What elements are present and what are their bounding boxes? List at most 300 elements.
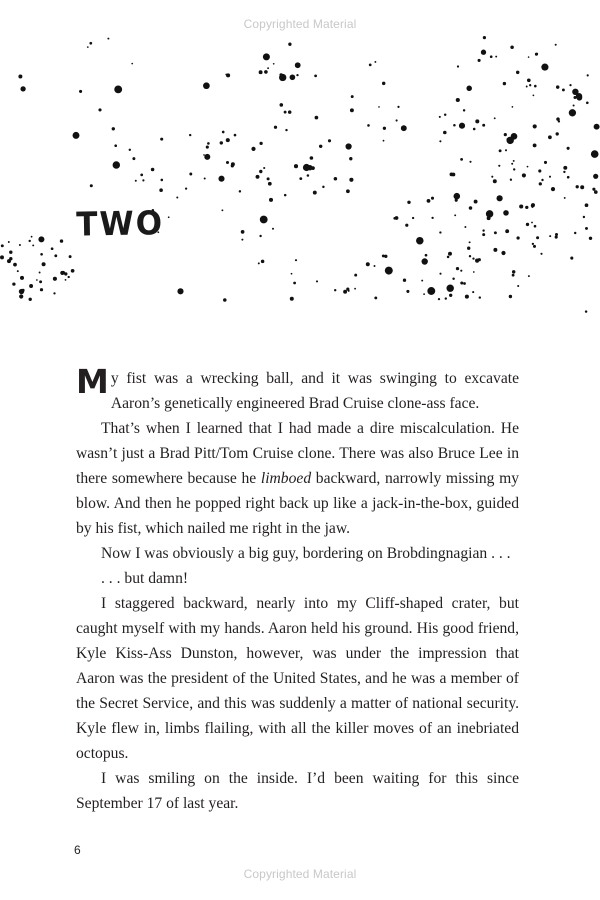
- star-dot: [513, 160, 515, 162]
- star-dot: [220, 141, 223, 144]
- star-dot: [459, 123, 465, 129]
- star-dot: [349, 178, 353, 182]
- star-dot: [444, 114, 446, 116]
- star-dot: [528, 56, 530, 58]
- star-dot: [460, 270, 462, 272]
- star-dot: [296, 74, 298, 76]
- star-dot: [466, 86, 472, 92]
- star-dot: [533, 95, 535, 97]
- star-dot: [343, 290, 347, 294]
- star-dot: [22, 289, 25, 292]
- star-dot: [454, 214, 456, 216]
- star-dot: [527, 166, 529, 168]
- star-dot: [452, 278, 454, 280]
- star-dot: [463, 109, 465, 111]
- star-dot: [346, 288, 349, 291]
- star-dot: [203, 82, 210, 89]
- star-dot: [65, 279, 67, 281]
- star-dot: [176, 196, 178, 198]
- star-dot: [570, 257, 573, 260]
- star-dot: [132, 157, 135, 160]
- star-dot: [0, 255, 4, 259]
- star-dot: [593, 174, 598, 179]
- star-dot: [439, 273, 441, 275]
- star-dot: [594, 124, 600, 130]
- star-dot: [241, 230, 245, 234]
- star-dot: [87, 46, 89, 48]
- star-dot: [401, 125, 407, 131]
- star-dot: [594, 190, 598, 194]
- star-dot: [288, 43, 291, 46]
- star-dot: [20, 276, 24, 280]
- star-dot: [19, 294, 23, 298]
- star-dot: [60, 271, 64, 275]
- star-dot: [591, 150, 599, 158]
- star-dot: [511, 163, 513, 165]
- star-dot: [314, 75, 317, 78]
- star-dot: [427, 287, 435, 295]
- star-dot: [472, 291, 474, 293]
- star-dot: [504, 133, 507, 136]
- star-dot: [140, 174, 143, 177]
- star-dot: [513, 168, 515, 170]
- star-dot: [541, 179, 543, 181]
- paragraph-2-emphasis: limboed: [260, 470, 312, 487]
- star-dot: [423, 293, 425, 295]
- star-dot: [114, 144, 117, 147]
- star-dot: [259, 235, 261, 237]
- star-dot: [397, 106, 399, 108]
- star-dot: [231, 162, 235, 166]
- star-dot: [79, 90, 82, 93]
- starfield-decoration: [0, 0, 600, 330]
- star-dot: [532, 243, 534, 245]
- star-dot: [469, 255, 471, 257]
- star-dot: [256, 175, 260, 179]
- star-dot: [69, 255, 72, 258]
- star-dot: [467, 247, 470, 250]
- paragraph-1: [76, 362, 519, 416]
- star-dot: [562, 88, 565, 91]
- star-dot: [207, 142, 210, 145]
- star-dot: [587, 74, 589, 76]
- star-dot: [345, 143, 351, 149]
- star-dot: [107, 38, 109, 40]
- star-dot: [225, 74, 227, 76]
- star-dot: [32, 244, 34, 246]
- star-dot: [517, 285, 519, 287]
- star-dot: [374, 265, 376, 267]
- star-dot: [204, 154, 210, 160]
- star-dot: [288, 110, 292, 114]
- star-dot: [294, 164, 298, 168]
- chapter-title: TWO: [76, 204, 165, 245]
- star-dot: [53, 277, 57, 281]
- star-dot: [516, 236, 519, 239]
- star-dot: [131, 63, 133, 65]
- star-dot: [313, 191, 317, 195]
- star-dot: [512, 274, 515, 277]
- star-dot: [431, 217, 433, 219]
- paragraph-2-text-after: backward, narrowly missing my blow. And then he popped right back up like a jack-in-the-box, guided by his fist, which nailed me right in the jaw.: [76, 470, 519, 537]
- star-dot: [505, 149, 507, 151]
- star-dot: [454, 193, 461, 200]
- star-dot: [448, 252, 452, 256]
- star-dot: [295, 62, 301, 68]
- star-dot: [443, 131, 447, 135]
- star-dot: [382, 82, 385, 85]
- star-dot: [450, 173, 454, 177]
- star-dot: [334, 289, 336, 291]
- star-dot: [446, 284, 453, 291]
- star-dot: [17, 270, 19, 272]
- star-dot: [39, 280, 42, 283]
- star-dot: [42, 262, 46, 266]
- star-dot: [285, 129, 287, 131]
- star-dot: [519, 204, 523, 208]
- copyright-watermark-top: Copyrighted Material: [243, 17, 357, 31]
- star-dot: [129, 149, 131, 151]
- star-dot: [412, 217, 414, 219]
- star-dot: [189, 173, 192, 176]
- copyright-watermark-bottom: Copyrighted Material: [243, 867, 357, 881]
- star-dot: [221, 209, 223, 211]
- star-dot: [395, 216, 399, 220]
- star-dot: [405, 224, 408, 227]
- star-dot: [241, 239, 243, 241]
- star-dot: [572, 89, 578, 95]
- star-dot: [328, 139, 331, 142]
- star-dot: [54, 254, 57, 257]
- star-dot: [19, 244, 21, 246]
- star-dot: [268, 182, 272, 186]
- star-dot: [548, 135, 552, 139]
- star-dot: [383, 127, 386, 130]
- star-dot: [538, 169, 541, 172]
- star-dot: [258, 262, 260, 264]
- star-dot: [60, 239, 63, 242]
- star-dot: [469, 241, 471, 243]
- star-dot: [226, 161, 229, 164]
- star-dot: [509, 295, 512, 298]
- star-dot: [269, 198, 273, 202]
- star-dot: [159, 188, 163, 192]
- star-dot: [354, 274, 357, 277]
- paragraph-4: . . . but damn!: [101, 570, 189, 587]
- star-dot: [555, 44, 557, 46]
- star-dot: [585, 227, 588, 230]
- star-dot: [573, 104, 575, 106]
- star-dot: [273, 63, 275, 65]
- star-dot: [39, 272, 41, 274]
- paragraph-2: [76, 416, 519, 541]
- star-dot: [427, 199, 431, 203]
- star-dot: [482, 124, 485, 127]
- star-dot: [510, 179, 512, 181]
- star-dot: [469, 161, 471, 163]
- star-dot: [533, 143, 537, 147]
- star-dot: [203, 154, 205, 156]
- star-dot: [260, 216, 268, 224]
- star-dot: [8, 241, 10, 243]
- star-dot: [293, 282, 296, 285]
- star-dot: [51, 247, 54, 250]
- star-dot: [460, 158, 463, 161]
- star-dot: [522, 173, 526, 177]
- star-dot: [569, 109, 576, 116]
- star-dot: [385, 267, 393, 275]
- star-dot: [586, 101, 589, 104]
- star-dot: [295, 259, 297, 261]
- star-dot: [555, 236, 558, 239]
- star-dot: [422, 258, 428, 264]
- star-dot: [68, 276, 70, 278]
- star-dot: [316, 280, 318, 282]
- star-dot: [264, 70, 268, 74]
- star-dot: [493, 179, 497, 183]
- star-dot: [505, 229, 509, 233]
- star-dot: [322, 186, 324, 188]
- star-dot: [369, 64, 372, 67]
- star-dot: [493, 248, 497, 252]
- star-dot: [535, 53, 538, 56]
- star-dot: [569, 84, 571, 86]
- star-dot: [512, 106, 514, 108]
- star-dot: [234, 134, 237, 137]
- star-dot: [315, 116, 319, 120]
- star-dot: [580, 185, 584, 189]
- star-dot: [40, 288, 43, 291]
- star-dot: [9, 250, 12, 253]
- star-dot: [18, 75, 22, 79]
- star-dot: [583, 216, 585, 218]
- star-dot: [239, 190, 241, 192]
- star-dot: [431, 197, 434, 200]
- star-dot: [378, 106, 380, 108]
- star-dot: [351, 95, 354, 98]
- star-dot: [585, 203, 589, 207]
- star-dot: [185, 187, 187, 189]
- paragraph-2-text-before: That’s when I learned that I had made a dire miscalculation. He wasn’t just a Brad Pitt/Tom Cruise clone. There was also Bruce Lee in there somewhere because he: [76, 420, 519, 487]
- star-dot: [482, 233, 485, 236]
- star-dot: [272, 228, 274, 230]
- page-number: 6: [74, 843, 81, 857]
- star-dot: [142, 179, 144, 181]
- star-dot: [533, 245, 536, 248]
- star-dot: [350, 108, 354, 112]
- star-dot: [284, 111, 287, 114]
- star-dot: [222, 131, 225, 134]
- star-dot: [589, 237, 592, 240]
- star-dot: [544, 161, 547, 164]
- star-dot: [549, 176, 551, 178]
- star-dot: [567, 176, 570, 179]
- star-dot: [29, 298, 32, 301]
- star-dot: [573, 96, 576, 99]
- star-dot: [533, 124, 537, 128]
- star-dot: [226, 138, 230, 142]
- star-dot: [206, 146, 209, 149]
- star-dot: [534, 225, 537, 228]
- star-dot: [53, 292, 55, 294]
- star-dot: [479, 296, 481, 298]
- star-dot: [516, 71, 519, 74]
- star-dot: [469, 206, 473, 210]
- star-dot: [529, 84, 531, 86]
- star-dot: [89, 42, 92, 45]
- star-dot: [473, 128, 475, 130]
- star-dot: [525, 206, 528, 209]
- star-dot: [274, 126, 277, 129]
- star-dot: [71, 269, 75, 273]
- star-dot: [463, 282, 466, 285]
- star-dot: [577, 95, 583, 101]
- star-dot: [31, 236, 33, 238]
- star-dot: [160, 138, 163, 141]
- star-dot: [526, 86, 528, 88]
- star-dot: [374, 61, 376, 63]
- star-dot: [374, 296, 377, 299]
- star-dot: [384, 255, 387, 258]
- star-dot: [528, 275, 530, 277]
- star-dot: [310, 156, 314, 160]
- star-dot: [73, 132, 80, 139]
- star-dot: [263, 53, 270, 60]
- star-dot: [551, 187, 555, 191]
- star-dot: [555, 233, 558, 236]
- star-dot: [290, 74, 296, 80]
- star-dot: [472, 257, 474, 259]
- star-dot: [12, 282, 15, 285]
- star-dot: [90, 184, 93, 187]
- star-dot: [204, 177, 206, 179]
- star-dot: [439, 116, 441, 118]
- star-dot: [473, 271, 475, 273]
- star-dot: [28, 240, 30, 242]
- star-dot: [367, 124, 370, 127]
- star-dot: [439, 140, 441, 142]
- star-dot: [13, 263, 17, 267]
- star-dot: [1, 244, 4, 247]
- star-dot: [168, 216, 170, 218]
- star-dot: [177, 288, 183, 294]
- star-dot: [453, 124, 456, 127]
- star-dot: [261, 260, 265, 264]
- star-dot: [251, 147, 255, 151]
- paragraph-1-text: y fist was a wrecking ball, and it was swinging to excavate Aaron’s genetically engineered Brad Cruise clone-ass face.: [110, 370, 519, 412]
- star-dot: [456, 267, 459, 270]
- star-dot: [460, 281, 463, 284]
- star-dot: [510, 46, 514, 50]
- star-dot: [36, 279, 38, 281]
- star-dot: [98, 108, 101, 111]
- star-dot: [346, 189, 350, 193]
- star-dot: [564, 197, 566, 199]
- star-dot: [486, 210, 493, 217]
- star-dot: [503, 210, 509, 216]
- star-dot: [494, 231, 497, 234]
- star-dot: [540, 253, 542, 255]
- star-dot: [474, 200, 478, 204]
- star-dot: [290, 297, 294, 301]
- star-dot: [383, 140, 385, 142]
- paragraph-6: I was smiling on the inside. I’d been waiting for this since September 17 of last year.: [76, 770, 519, 812]
- star-dot: [439, 231, 441, 233]
- star-dot: [494, 117, 496, 119]
- star-dot: [478, 59, 481, 62]
- star-dot: [151, 168, 155, 172]
- star-dot: [40, 253, 43, 256]
- star-dot: [456, 98, 460, 102]
- star-dot: [475, 119, 479, 123]
- star-dot: [299, 177, 302, 180]
- star-dot: [259, 142, 262, 145]
- star-dot: [354, 288, 356, 290]
- star-dot: [556, 132, 559, 135]
- star-dot: [534, 85, 537, 88]
- star-dot: [279, 74, 286, 81]
- star-dot: [259, 170, 262, 173]
- chapter-body: [76, 362, 519, 816]
- star-dot: [406, 290, 409, 293]
- star-dot: [556, 85, 559, 88]
- star-dot: [291, 273, 293, 275]
- star-dot: [280, 103, 284, 107]
- star-dot: [189, 134, 191, 136]
- star-dot: [455, 199, 458, 202]
- star-dot: [366, 262, 370, 266]
- star-dot: [161, 179, 164, 182]
- star-dot: [464, 226, 466, 228]
- star-dot: [558, 120, 560, 122]
- star-dot: [112, 127, 115, 130]
- star-dot: [113, 161, 120, 168]
- star-dot: [223, 298, 227, 302]
- star-dot: [421, 280, 423, 282]
- star-dot: [507, 138, 510, 141]
- star-dot: [29, 284, 33, 288]
- star-dot: [496, 195, 502, 201]
- star-dot: [114, 85, 122, 93]
- star-dot: [541, 64, 548, 71]
- star-dot: [465, 295, 469, 299]
- star-dot: [585, 310, 587, 312]
- star-dot: [307, 165, 312, 170]
- star-dot: [531, 222, 533, 224]
- star-dot: [536, 236, 539, 239]
- star-dot: [407, 201, 410, 204]
- star-dot: [7, 259, 11, 263]
- star-dot: [259, 70, 263, 74]
- star-dot: [549, 235, 551, 237]
- star-dot: [20, 86, 25, 91]
- star-dot: [490, 55, 493, 58]
- star-dot: [498, 165, 500, 167]
- star-dot: [449, 294, 452, 297]
- star-dot: [563, 166, 567, 170]
- star-dot: [457, 65, 459, 67]
- star-dot: [218, 176, 224, 182]
- star-dot: [526, 223, 529, 226]
- star-dot: [438, 298, 440, 300]
- star-dot: [592, 188, 595, 191]
- star-dot: [539, 182, 542, 185]
- star-dot: [267, 67, 269, 69]
- star-dot: [38, 236, 44, 242]
- star-dot: [396, 119, 398, 121]
- paragraph-5: I staggered backward, nearly into my Cliff-shaped crater, but caught myself with my hands. Aaron held his ground. His good friend, Kyle Kiss-Ass Dunston, however, was under the impression that Aaron was the president of the United States, and he was a member of the Secret Service, and this was suddenly a matter of national security. Kyle flew in, limbs flailing, with all the killer moves of an inebriated octopus.: [76, 595, 519, 762]
- star-dot: [416, 237, 424, 245]
